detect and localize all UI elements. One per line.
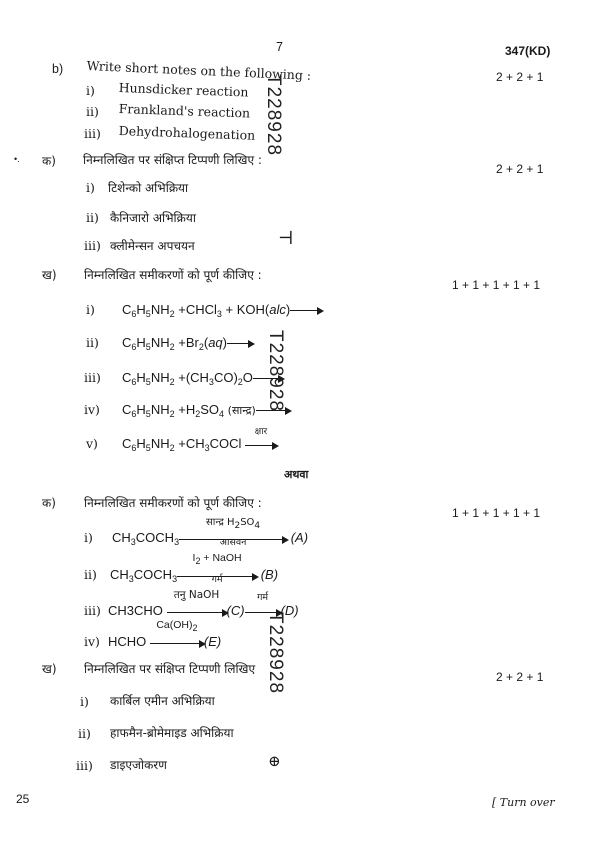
item-num: i) <box>84 530 93 545</box>
equation-4: $C_6H_5NH_2 +H_2SO_4$ (सान्द्र) <box>122 402 290 419</box>
item-num: ii) <box>84 567 97 582</box>
item-num: ii) <box>78 726 91 741</box>
section-title: निम्नलिखित पर संक्षिप्त टिप्पणी लिखिए <box>84 662 256 676</box>
item-num: i) <box>86 302 95 317</box>
equation-2: $C_6H_5NH_2 +Br_2(aq)$ <box>122 335 253 352</box>
product-label: (E) <box>203 634 222 649</box>
page-number: 7 <box>276 40 283 54</box>
item-text: टिशेन्को अभिक्रिया <box>108 181 189 195</box>
crosshair-mark: ⊕ <box>268 752 281 770</box>
item-text: Frankland's reaction <box>118 101 251 121</box>
watermark-code: T228928 <box>263 74 284 157</box>
footer-page-code: 25 <box>16 792 30 806</box>
arrow-below: गर्म <box>211 574 223 586</box>
marks: 1 + 1 + 1 + 1 + 1 <box>452 506 541 520</box>
reactant: CH3CHO <box>108 603 163 618</box>
section-label: क) <box>42 496 56 510</box>
item-num: iii) <box>84 603 101 618</box>
item-num: i) <box>86 180 95 195</box>
equation-d: HCHO $Ca(OH)_2$ (E) <box>108 619 222 649</box>
arrow-above: गर्म <box>257 592 269 604</box>
item-num: iv) <box>84 402 100 417</box>
paper-code: 347(KD) <box>505 44 551 58</box>
marks: 2 + 2 + 1 <box>496 70 544 84</box>
or-text: अथवा <box>284 468 309 481</box>
marks: 2 + 2 + 1 <box>496 162 544 176</box>
item-num: iii) <box>84 126 101 141</box>
item-text: डाइएजोकरण <box>110 758 167 772</box>
equation-a: $CH_3COCH_3$ सान्द्र $H_2SO_4$ आसवन (A) <box>112 517 309 549</box>
turn-over: [ Turn over <box>492 796 555 809</box>
section-label: ख) <box>42 268 57 282</box>
equation-b: $CH_3COCH_3$ $I_2$ + NaOH गर्म (B) <box>110 552 279 586</box>
item-num: ii) <box>86 210 99 225</box>
arrow-below: आसवन <box>219 537 247 549</box>
arrow-above: तनु NaOH <box>173 589 220 602</box>
item-num: ii) <box>86 335 99 350</box>
watermark-code: T228928 <box>265 330 286 413</box>
item-num: i) <box>80 694 89 709</box>
equation-5: $C_6H_5NH_2$ $+CH_3COCl$ क्षार <box>122 436 277 453</box>
equation-1: $C_6H_5NH_2$ +CHCl$_3$ + KOH(alc) <box>122 302 322 319</box>
item-num: iv) <box>84 634 100 649</box>
item-num: i) <box>86 83 95 98</box>
item-text: हाफमैन-ब्रोमेमाइड अभिक्रिया <box>110 726 234 740</box>
intermediate-label: (C) <box>226 603 245 618</box>
item-num: ii) <box>86 104 99 119</box>
item-text: Hunsdicker reaction <box>118 80 249 100</box>
marks: 2 + 2 + 1 <box>496 670 544 684</box>
item-text: कैनिजारो अभिक्रिया <box>110 211 196 225</box>
item-num: iii) <box>84 238 101 253</box>
item-num: iii) <box>76 758 93 773</box>
section-label: क) <box>42 154 56 168</box>
section-title: निम्नलिखित पर संक्षिप्त टिप्पणी लिखिए : <box>83 153 262 167</box>
item-text: Dehydrohalogenation <box>118 123 256 143</box>
section-label: ख) <box>42 662 57 676</box>
item-num: iii) <box>84 370 101 385</box>
marks: 1 + 1 + 1 + 1 + 1 <box>452 278 541 292</box>
stray-mark: ⊣ <box>278 228 294 249</box>
watermark-code: T228928 <box>265 612 286 695</box>
section-label: b) <box>52 62 64 76</box>
item-text: क्लीमेन्सन अपचयन <box>110 239 195 253</box>
item-num: v) <box>86 436 98 451</box>
section-title: निम्नलिखित समीकरणों को पूर्ण कीजिए : <box>84 268 262 282</box>
arrow-label: क्षार <box>254 427 268 438</box>
section-title: Write short notes on the following : <box>86 58 312 83</box>
item-text: कार्बिल एमीन अभिक्रिया <box>110 694 215 708</box>
reactant: HCHO <box>108 634 147 649</box>
product-label: (D) <box>280 603 299 618</box>
margin-mark: •. <box>14 154 20 164</box>
section-title: निम्नलिखित समीकरणों को पूर्ण कीजिए : <box>84 496 262 510</box>
equation-3: $C_6H_5NH_2 +(CH_3CO)_2O$ <box>122 370 283 387</box>
product-label: (B) <box>260 567 279 582</box>
product-label: (A) <box>290 530 309 545</box>
